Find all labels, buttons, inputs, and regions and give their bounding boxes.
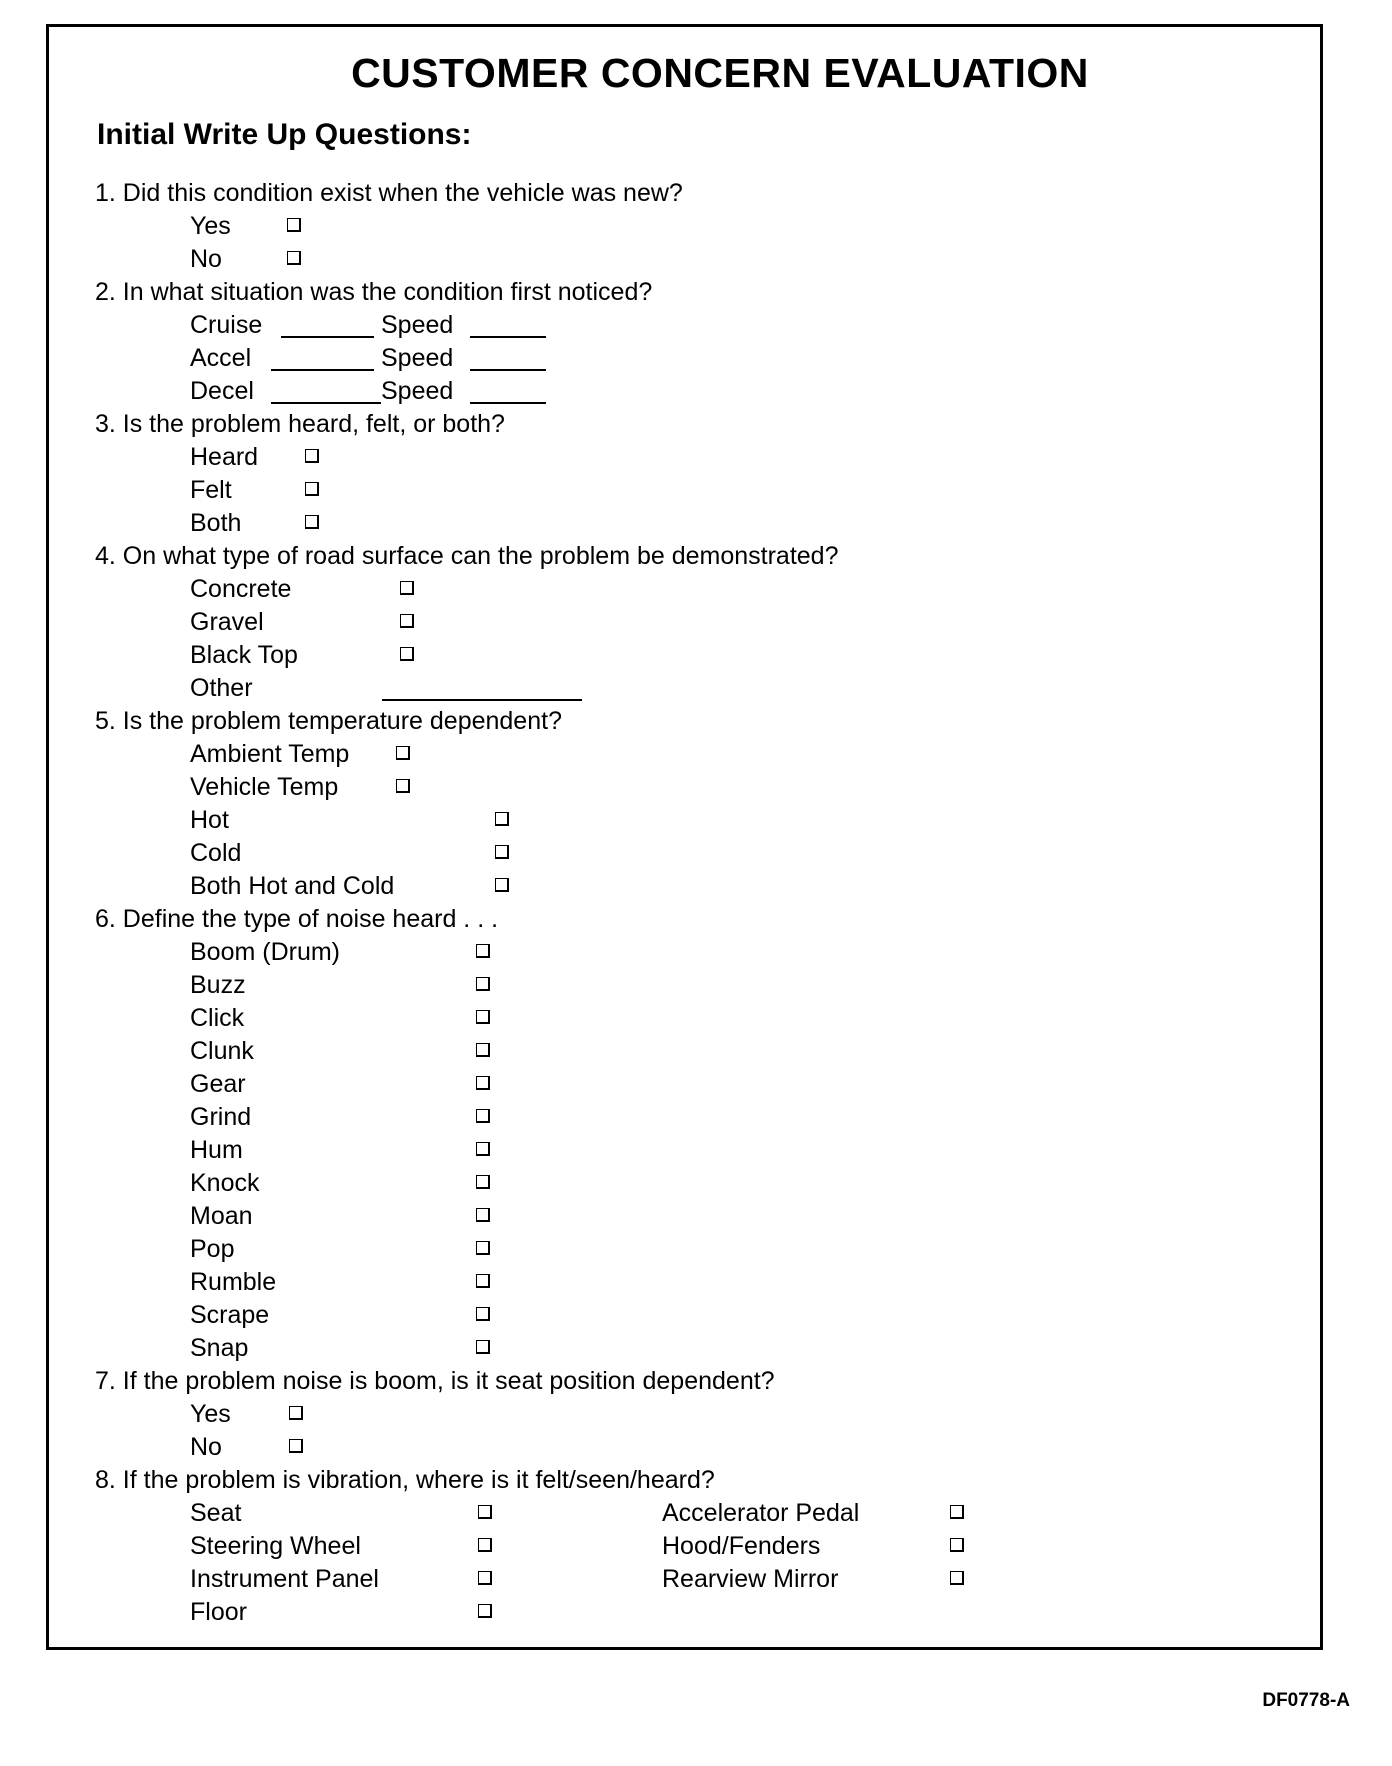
q4-option-black-top-label: Black Top	[190, 641, 298, 669]
question-5-text: 5. Is the problem temperature dependent?	[95, 707, 562, 735]
question-2-text: 2. In what situation was the condition first noticed?	[95, 278, 653, 306]
q5-hot-checkbox[interactable]	[495, 812, 509, 826]
q7-option-yes-label: Yes	[190, 1400, 231, 1428]
q1-no-checkbox[interactable]	[287, 251, 301, 265]
q6-gear-checkbox[interactable]	[476, 1076, 490, 1090]
q2-decel-speed-blank[interactable]	[470, 402, 546, 404]
q4-concrete-checkbox[interactable]	[400, 581, 414, 595]
question-3-text: 3. Is the problem heard, felt, or both?	[95, 410, 505, 438]
q8-option-seat-label: Seat	[190, 1499, 242, 1527]
q2-decel-speed-label: Speed	[381, 377, 454, 405]
q6-knock-checkbox[interactable]	[476, 1175, 490, 1189]
q6-snap-checkbox[interactable]	[476, 1340, 490, 1354]
q7-yes-checkbox[interactable]	[289, 1406, 303, 1420]
q1-option-yes-label: Yes	[190, 212, 231, 240]
q2-option-decel-label: Decel	[190, 377, 254, 405]
q2-cruise-blank[interactable]	[281, 336, 374, 338]
question-4-text: 4. On what type of road surface can the problem be demonstrated?	[95, 542, 839, 570]
question-6-text: 6. Define the type of noise heard . . .	[95, 905, 499, 933]
q8-option-hood-fenders-label: Hood/Fenders	[662, 1532, 821, 1560]
q6-click-checkbox[interactable]	[476, 1010, 490, 1024]
q3-heard-checkbox[interactable]	[305, 449, 319, 463]
q2-option-cruise-label: Cruise	[190, 311, 263, 339]
q6-option-rumble-label: Rumble	[190, 1268, 277, 1296]
q5-option-ambient-temp-label: Ambient Temp	[190, 740, 350, 768]
q6-option-grind-label: Grind	[190, 1103, 252, 1131]
q6-option-knock-label: Knock	[190, 1169, 260, 1197]
q3-felt-checkbox[interactable]	[305, 482, 319, 496]
q3-both-checkbox[interactable]	[305, 515, 319, 529]
q2-option-accel-label: Accel	[190, 344, 252, 372]
q8-option-accelerator-pedal-label: Accelerator Pedal	[662, 1499, 860, 1527]
section-heading: Initial Write Up Questions:	[97, 118, 472, 151]
q5-vehicle-temp-checkbox[interactable]	[396, 779, 410, 793]
q8-option-floor-label: Floor	[190, 1598, 247, 1626]
q2-cruise-speed-label: Speed	[381, 311, 454, 339]
q8-floor-checkbox[interactable]	[478, 1604, 492, 1618]
q6-rumble-checkbox[interactable]	[476, 1274, 490, 1288]
form-frame	[46, 24, 1323, 1650]
q6-option-snap-label: Snap	[190, 1334, 249, 1362]
q6-hum-checkbox[interactable]	[476, 1142, 490, 1156]
q2-accel-blank[interactable]	[271, 369, 374, 371]
q5-option-cold-label: Cold	[190, 839, 242, 867]
q7-option-no-label: No	[190, 1433, 222, 1461]
q6-boom-checkbox[interactable]	[476, 944, 490, 958]
q6-option-scrape-label: Scrape	[190, 1301, 270, 1329]
q5-cold-checkbox[interactable]	[495, 845, 509, 859]
q6-option-gear-label: Gear	[190, 1070, 246, 1098]
q8-option-steering-wheel-label: Steering Wheel	[190, 1532, 361, 1560]
q6-option-click-label: Click	[190, 1004, 245, 1032]
q6-scrape-checkbox[interactable]	[476, 1307, 490, 1321]
q3-option-felt-label: Felt	[190, 476, 232, 504]
q1-yes-checkbox[interactable]	[287, 218, 301, 232]
q8-hood-fenders-checkbox[interactable]	[950, 1538, 964, 1552]
q7-no-checkbox[interactable]	[289, 1439, 303, 1453]
q4-other-blank[interactable]	[382, 699, 582, 701]
q6-buzz-checkbox[interactable]	[476, 977, 490, 991]
q8-instrument-panel-checkbox[interactable]	[478, 1571, 492, 1585]
question-8-text: 8. If the problem is vibration, where is it felt/seen/heard?	[95, 1466, 715, 1494]
q4-gravel-checkbox[interactable]	[400, 614, 414, 628]
form-title: CUSTOMER CONCERN EVALUATION	[351, 50, 1089, 96]
q5-option-hot-label: Hot	[190, 806, 229, 834]
q6-option-buzz-label: Buzz	[190, 971, 246, 999]
q2-accel-speed-label: Speed	[381, 344, 454, 372]
q8-option-rearview-mirror-label: Rearview Mirror	[662, 1565, 839, 1593]
q4-option-concrete-label: Concrete	[190, 575, 292, 603]
q5-both-hot-and-cold-checkbox[interactable]	[495, 878, 509, 892]
q4-black-top-checkbox[interactable]	[400, 647, 414, 661]
q8-option-instrument-panel-label: Instrument Panel	[190, 1565, 379, 1593]
q3-option-both-label: Both	[190, 509, 242, 537]
q6-option-moan-label: Moan	[190, 1202, 253, 1230]
question-1-text: 1. Did this condition exist when the vehicle was new?	[95, 179, 683, 207]
q8-accelerator-pedal-checkbox[interactable]	[950, 1505, 964, 1519]
figure-code: DF0778-A	[1262, 1690, 1350, 1711]
question-7-text: 7. If the problem noise is boom, is it seat position dependent?	[95, 1367, 775, 1395]
q6-moan-checkbox[interactable]	[476, 1208, 490, 1222]
q8-seat-checkbox[interactable]	[478, 1505, 492, 1519]
q4-option-other-label: Other	[190, 674, 253, 702]
q6-option-pop-label: Pop	[190, 1235, 235, 1263]
q3-option-heard-label: Heard	[190, 443, 259, 471]
q6-option-hum-label: Hum	[190, 1136, 243, 1164]
q6-grind-checkbox[interactable]	[476, 1109, 490, 1123]
q5-option-both-hot-and-cold-label: Both Hot and Cold	[190, 872, 395, 900]
q6-pop-checkbox[interactable]	[476, 1241, 490, 1255]
q1-option-no-label: No	[190, 245, 222, 273]
q4-option-gravel-label: Gravel	[190, 608, 264, 636]
q6-clunk-checkbox[interactable]	[476, 1043, 490, 1057]
q6-option-clunk-label: Clunk	[190, 1037, 254, 1065]
q2-cruise-speed-blank[interactable]	[470, 336, 546, 338]
q6-option-boom-label: Boom (Drum)	[190, 938, 341, 966]
q2-decel-blank[interactable]	[271, 402, 381, 404]
q8-steering-wheel-checkbox[interactable]	[478, 1538, 492, 1552]
q5-ambient-temp-checkbox[interactable]	[396, 746, 410, 760]
q2-accel-speed-blank[interactable]	[470, 369, 546, 371]
q5-option-vehicle-temp-label: Vehicle Temp	[190, 773, 339, 801]
q8-rearview-mirror-checkbox[interactable]	[950, 1571, 964, 1585]
